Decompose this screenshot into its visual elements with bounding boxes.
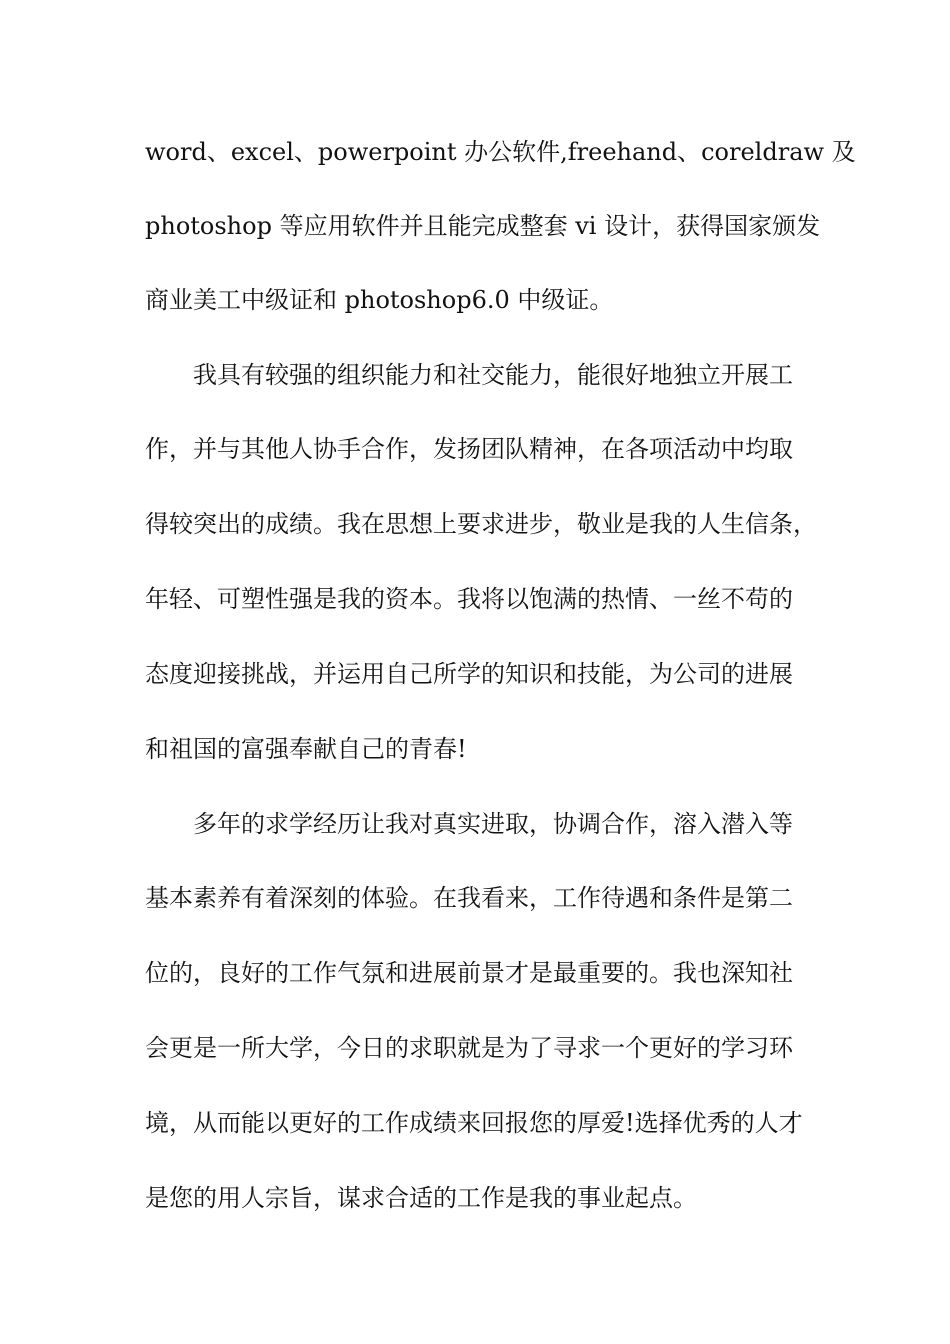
- text-line: 态度迎接挑战，并运用自己所学的知识和技能，为公司的进展: [145, 660, 793, 688]
- text-line: 基本素养有着深刻的体验。在我看来，工作待遇和条件是第二: [145, 884, 793, 912]
- text-line: 得较突出的成绩。我在思想上要求进步，敬业是我的人生信条，: [145, 510, 817, 538]
- text-line: 和祖国的富强奉献自己的青春!: [145, 735, 467, 763]
- text-line: word、excel、powerpoint 办公软件,freehand、coreldraw 及: [145, 138, 856, 166]
- text-line: 是您的用人宗旨，谋求合适的工作是我的事业起点。: [145, 1184, 697, 1212]
- text-line: 会更是一所大学，今日的求职就是为了寻求一个更好的学习环: [145, 1034, 793, 1062]
- text-line: 境，从而能以更好的工作成绩来回报您的厚爱!选择优秀的人才: [145, 1109, 803, 1137]
- text-line: photoshop 等应用软件并且能完成整套 vi 设计，获得国家颁发: [145, 212, 821, 240]
- text-line: 年轻、可塑性强是我的资本。我将以饱满的热情、一丝不苟的: [145, 585, 793, 613]
- text-line: 商业美工中级证和 photoshop6.0 中级证。: [145, 286, 614, 314]
- paragraph-first-line: 多年的求学经历让我对真实进取，协调合作，溶入潜入等: [193, 810, 793, 838]
- text-line: 作，并与其他人协手合作，发扬团队精神，在各项活动中均取: [145, 435, 793, 463]
- paragraph-first-line: 我具有较强的组织能力和社交能力，能很好地独立开展工: [193, 361, 793, 389]
- text-line: 位的，良好的工作气氛和进展前景才是最重要的。我也深知社: [145, 959, 793, 987]
